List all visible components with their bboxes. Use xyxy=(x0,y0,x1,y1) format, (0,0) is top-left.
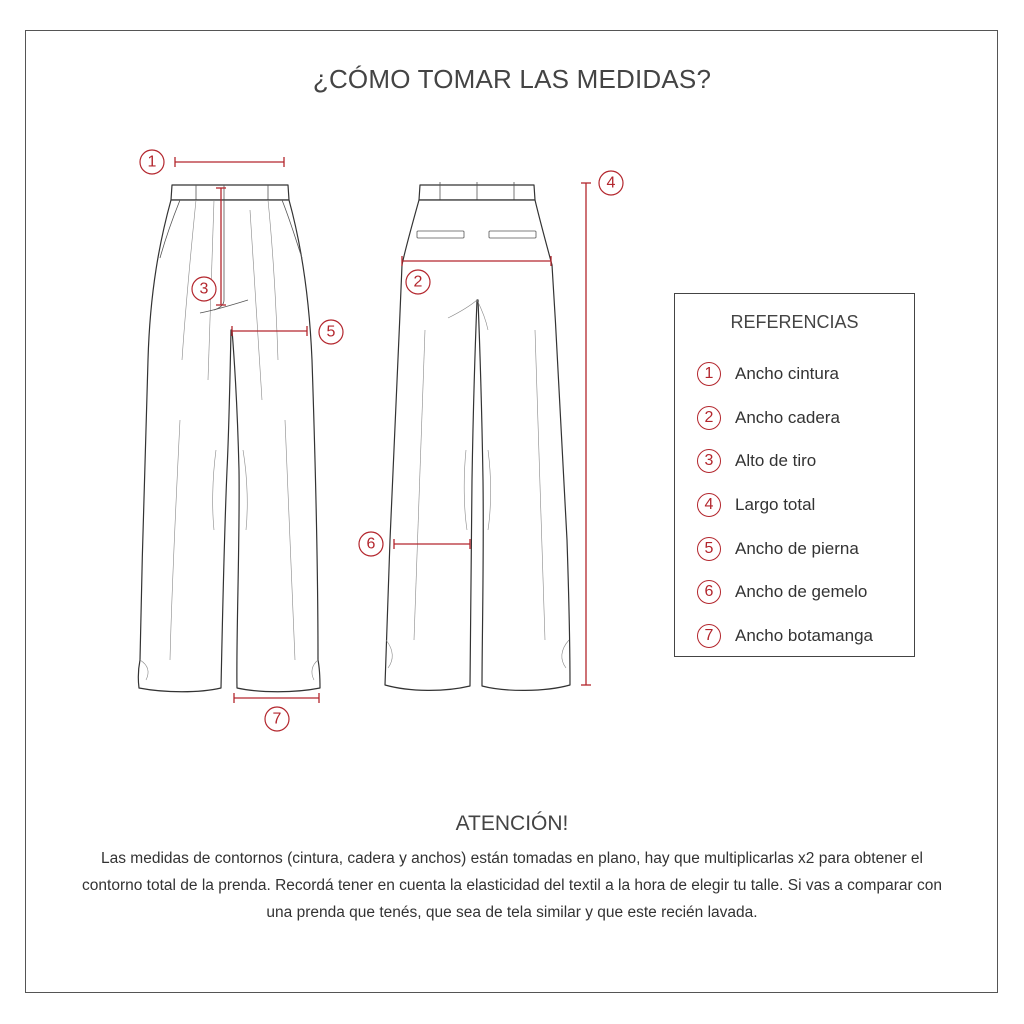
reference-label: Ancho botamanga xyxy=(735,625,873,645)
reference-item-total-length xyxy=(697,483,873,527)
marker-4-label: 4 xyxy=(606,174,616,192)
reference-label: Ancho cadera xyxy=(735,407,840,427)
attention-heading: ATENCIÓN! xyxy=(455,812,569,835)
marker-2-label: 2 xyxy=(413,273,423,291)
measure-1-waist xyxy=(175,157,284,167)
reference-item-leg-width xyxy=(697,527,873,571)
reference-number: 5 xyxy=(697,537,721,561)
marker-1 xyxy=(140,150,164,174)
reference-number: 3 xyxy=(697,449,721,473)
measure-4-total-length xyxy=(581,183,591,685)
reference-item-calf-width xyxy=(697,570,873,614)
marker-5-label: 5 xyxy=(326,323,336,341)
reference-label: Ancho de pierna xyxy=(735,538,859,558)
marker-7 xyxy=(265,707,289,731)
marker-3 xyxy=(192,277,216,301)
marker-3-label: 3 xyxy=(199,280,209,298)
reference-label: Ancho de gemelo xyxy=(735,582,868,602)
front-pants-drawing xyxy=(138,185,320,692)
reference-item-hip-width xyxy=(697,396,873,440)
attention-body: Las medidas de contornos (cintura, cadera y anchos) están tomadas en plano, hay que multiplicarlas x2 para obtener el contorno total de la prenda. Recordá tener en cuenta la elasticidad del textil a la hora de elegir tu talle. Si vas a comparar con una prenda que tenés, que sea de tela similar y que este recién lavada. xyxy=(82,850,942,921)
references-box xyxy=(674,293,915,657)
reference-number: 1 xyxy=(697,362,721,386)
marker-1-label: 1 xyxy=(147,153,157,171)
marker-5 xyxy=(319,320,343,344)
marker-6-label: 6 xyxy=(366,535,376,553)
back-pants-drawing xyxy=(385,182,570,690)
reference-number: 2 xyxy=(697,406,721,430)
marker-2 xyxy=(406,270,430,294)
marker-6 xyxy=(359,532,383,556)
references-title: REFERENCIAS xyxy=(730,312,859,332)
measure-7-hem-width xyxy=(234,693,319,703)
marker-7-label: 7 xyxy=(272,710,282,728)
reference-label: Ancho cintura xyxy=(735,363,839,383)
reference-label: Largo total xyxy=(735,494,816,514)
page-title: ¿CÓMO TOMAR LAS MEDIDAS? xyxy=(312,64,712,94)
reference-number: 4 xyxy=(697,493,721,517)
reference-number: 7 xyxy=(697,624,721,648)
marker-4 xyxy=(599,171,623,195)
reference-number: 6 xyxy=(697,580,721,604)
reference-item-rise xyxy=(697,439,873,483)
reference-label: Alto de tiro xyxy=(735,451,817,471)
references-list xyxy=(697,352,873,658)
reference-item-waist-width xyxy=(697,352,873,396)
reference-item-hem-width xyxy=(697,614,873,658)
